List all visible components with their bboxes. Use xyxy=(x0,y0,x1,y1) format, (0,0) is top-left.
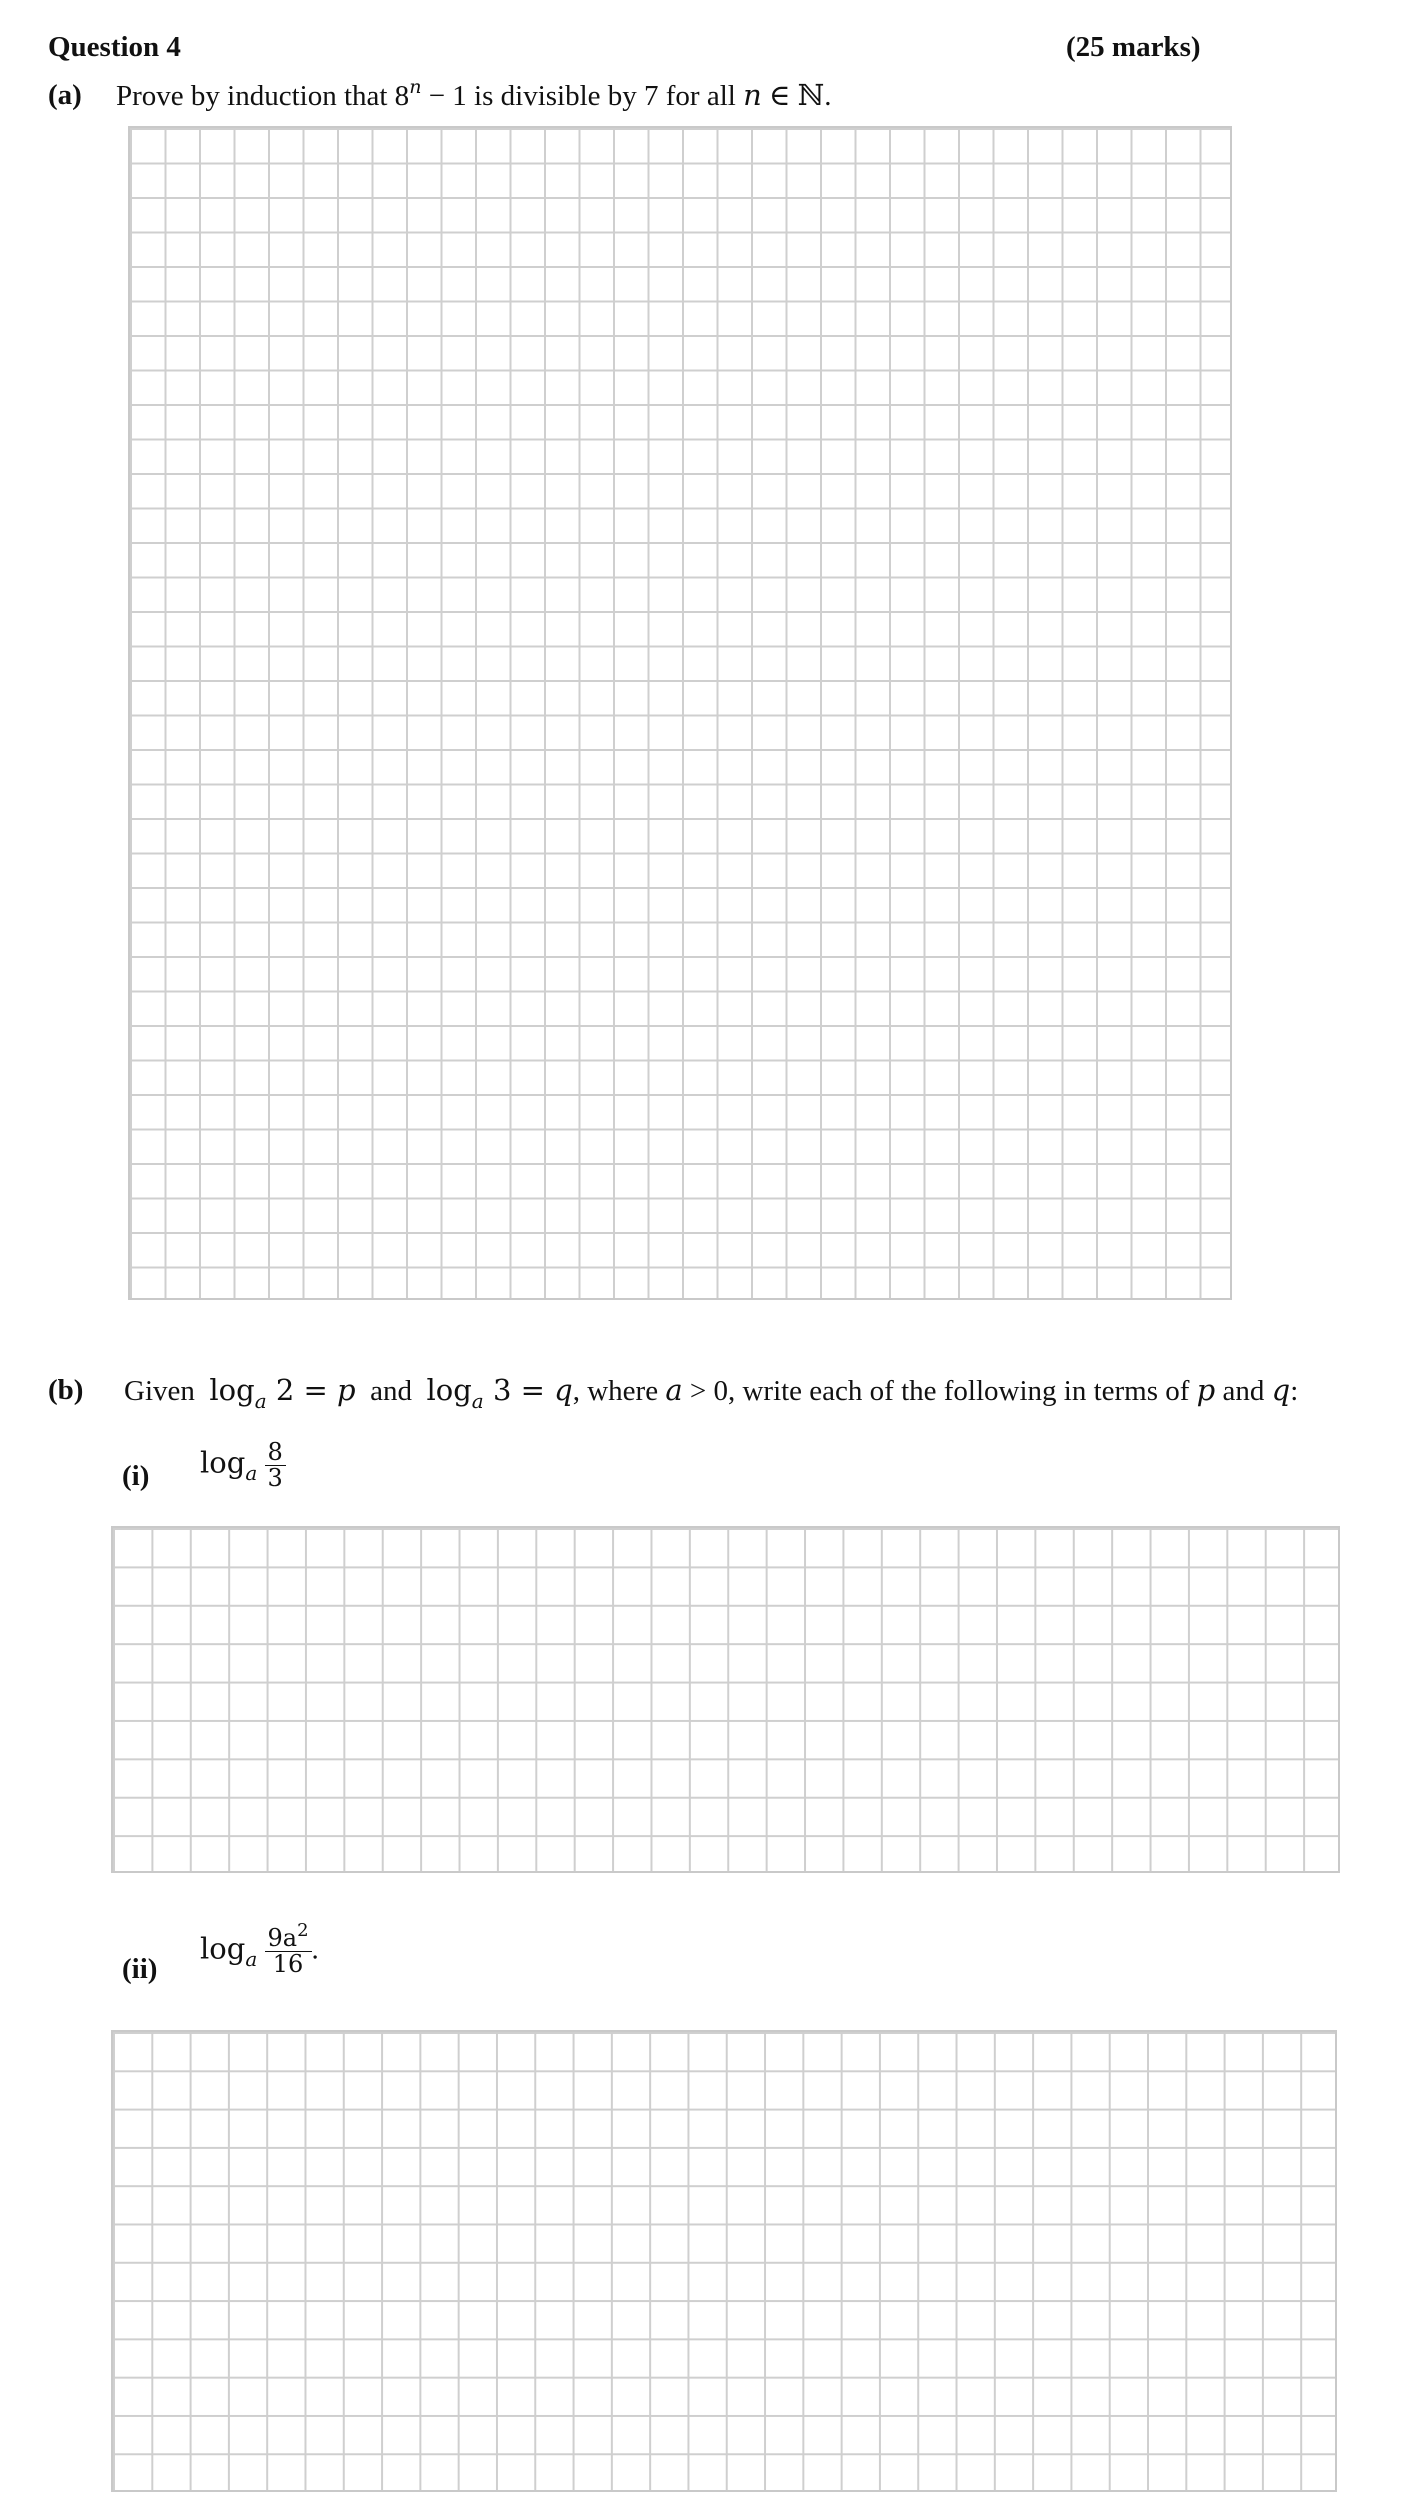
part-b-gt: > 0, write each of the following in terms of xyxy=(682,1375,1197,1407)
question-title: Question 4 xyxy=(48,31,181,63)
part-ii-numerator: 9a xyxy=(267,1924,298,1952)
answer-grid-b-ii[interactable] xyxy=(111,2030,1337,2492)
part-b-base1: a xyxy=(254,1389,267,1413)
answer-grid-b-i[interactable] xyxy=(111,1526,1340,1873)
part-b-log1: log xyxy=(209,1373,255,1407)
part-b-given: Given xyxy=(124,1375,195,1407)
part-b-eq2: 3 = xyxy=(483,1373,555,1407)
part-b-log2: log xyxy=(426,1373,472,1407)
part-b-and2: and xyxy=(1215,1375,1272,1407)
answer-grid-a[interactable] xyxy=(128,126,1232,1300)
part-b-question xyxy=(124,1373,1299,1413)
part-ii-numerator-wrap xyxy=(265,1920,312,1952)
part-a-exponent: n xyxy=(409,76,422,98)
part-b-q2: q xyxy=(1271,1373,1291,1407)
part-b-q1: q xyxy=(554,1373,573,1407)
part-i-numerator: 8 xyxy=(265,1440,286,1466)
part-b-label: (b) xyxy=(48,1374,84,1406)
part-i-expression xyxy=(200,1440,286,1491)
part-b-where: , where xyxy=(572,1375,666,1407)
part-b-p1: p xyxy=(337,1373,356,1407)
part-a-text-after: ∈ ℕ. xyxy=(761,80,832,112)
part-b-and1: and xyxy=(370,1375,412,1407)
part-ii-expression xyxy=(200,1920,319,1979)
part-ii-label: (ii) xyxy=(122,1953,158,1985)
part-ii-num-exp: 2 xyxy=(297,1920,309,1941)
part-a-text-middle: − 1 is divisible by 7 for all xyxy=(421,80,744,112)
part-b-base2: a xyxy=(471,1389,484,1413)
part-b-a-var: a xyxy=(665,1373,683,1407)
part-ii-log: log xyxy=(200,1931,246,1966)
part-a-var: n xyxy=(743,78,762,112)
part-ii-period: . xyxy=(311,1933,319,1966)
part-ii-denominator: 16 xyxy=(272,1950,304,1979)
part-b-p2: p xyxy=(1196,1373,1216,1407)
part-i-base: a xyxy=(245,1461,258,1486)
part-i-log: log xyxy=(200,1445,246,1480)
part-i-denominator: 3 xyxy=(267,1464,283,1493)
part-a-question xyxy=(116,76,832,112)
part-ii-base: a xyxy=(245,1947,258,1972)
part-b-eq1: 2 = xyxy=(266,1373,338,1407)
marks-label: (25 marks) xyxy=(1066,31,1201,63)
part-ii-fraction xyxy=(265,1920,312,1979)
part-a-label: (a) xyxy=(48,79,82,111)
part-i-fraction xyxy=(265,1440,286,1491)
part-a-text-before: Prove by induction that 8 xyxy=(116,80,410,112)
part-b-colon: : xyxy=(1290,1375,1299,1407)
part-i-label: (i) xyxy=(122,1460,150,1492)
